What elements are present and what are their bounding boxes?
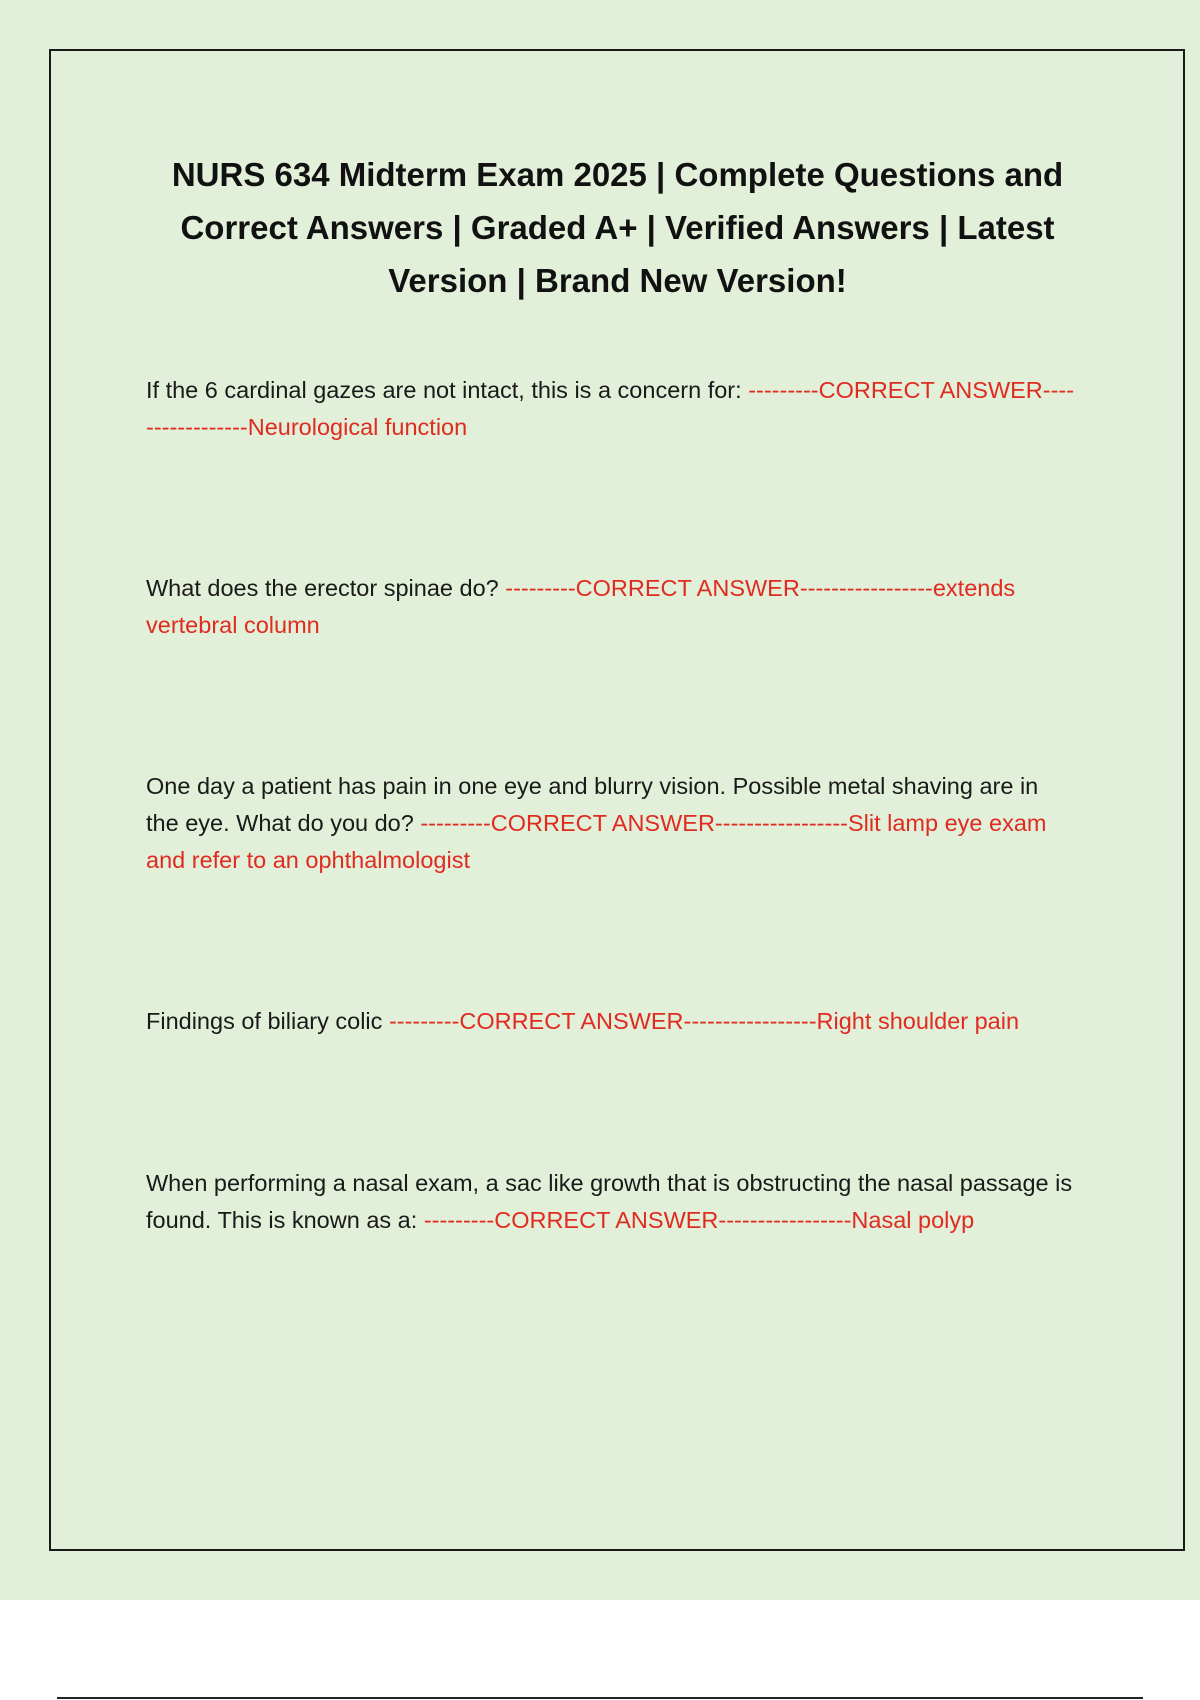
- qa-item-1: [146, 372, 1076, 446]
- qa-item-5: [146, 1165, 1076, 1239]
- answer-text: ---------CORRECT ANSWER-----------------Neurological function: [146, 377, 1075, 440]
- question-text: One day a patient has pain in one eye and blurry vision. Possible metal shaving are in the eye. What do you do?: [146, 773, 1039, 836]
- question-text: If the 6 cardinal gazes are not intact, this is a concern for:: [146, 377, 749, 403]
- bottom-rule-divider: [57, 1697, 1143, 1699]
- question-text: What does the erector spinae do?: [146, 575, 506, 601]
- qa-item-2: [146, 570, 1076, 644]
- answer-text: ---------CORRECT ANSWER-----------------extends vertebral column: [146, 575, 1016, 638]
- answer-text: ---------CORRECT ANSWER-----------------Nasal polyp: [423, 1207, 975, 1233]
- answer-text: ---------CORRECT ANSWER-----------------Right shoulder pain: [388, 1008, 1020, 1034]
- qa-item-3: [146, 768, 1076, 879]
- qa-item-4: [146, 1003, 1076, 1040]
- answer-text: ---------CORRECT ANSWER-----------------Slit lamp eye exam and refer to an ophthalmologist: [146, 810, 1047, 873]
- question-text: Findings of biliary colic: [146, 1008, 389, 1034]
- document-title: NURS 634 Midterm Exam 2025 | Complete Questions and Correct Answers | Graded A+ | Verified Answers | Latest Version | Brand New Version!: [171, 156, 1064, 299]
- question-text: When performing a nasal exam, a sac like growth that is obstructing the nasal passage is found. This is known as a:: [146, 1170, 1073, 1233]
